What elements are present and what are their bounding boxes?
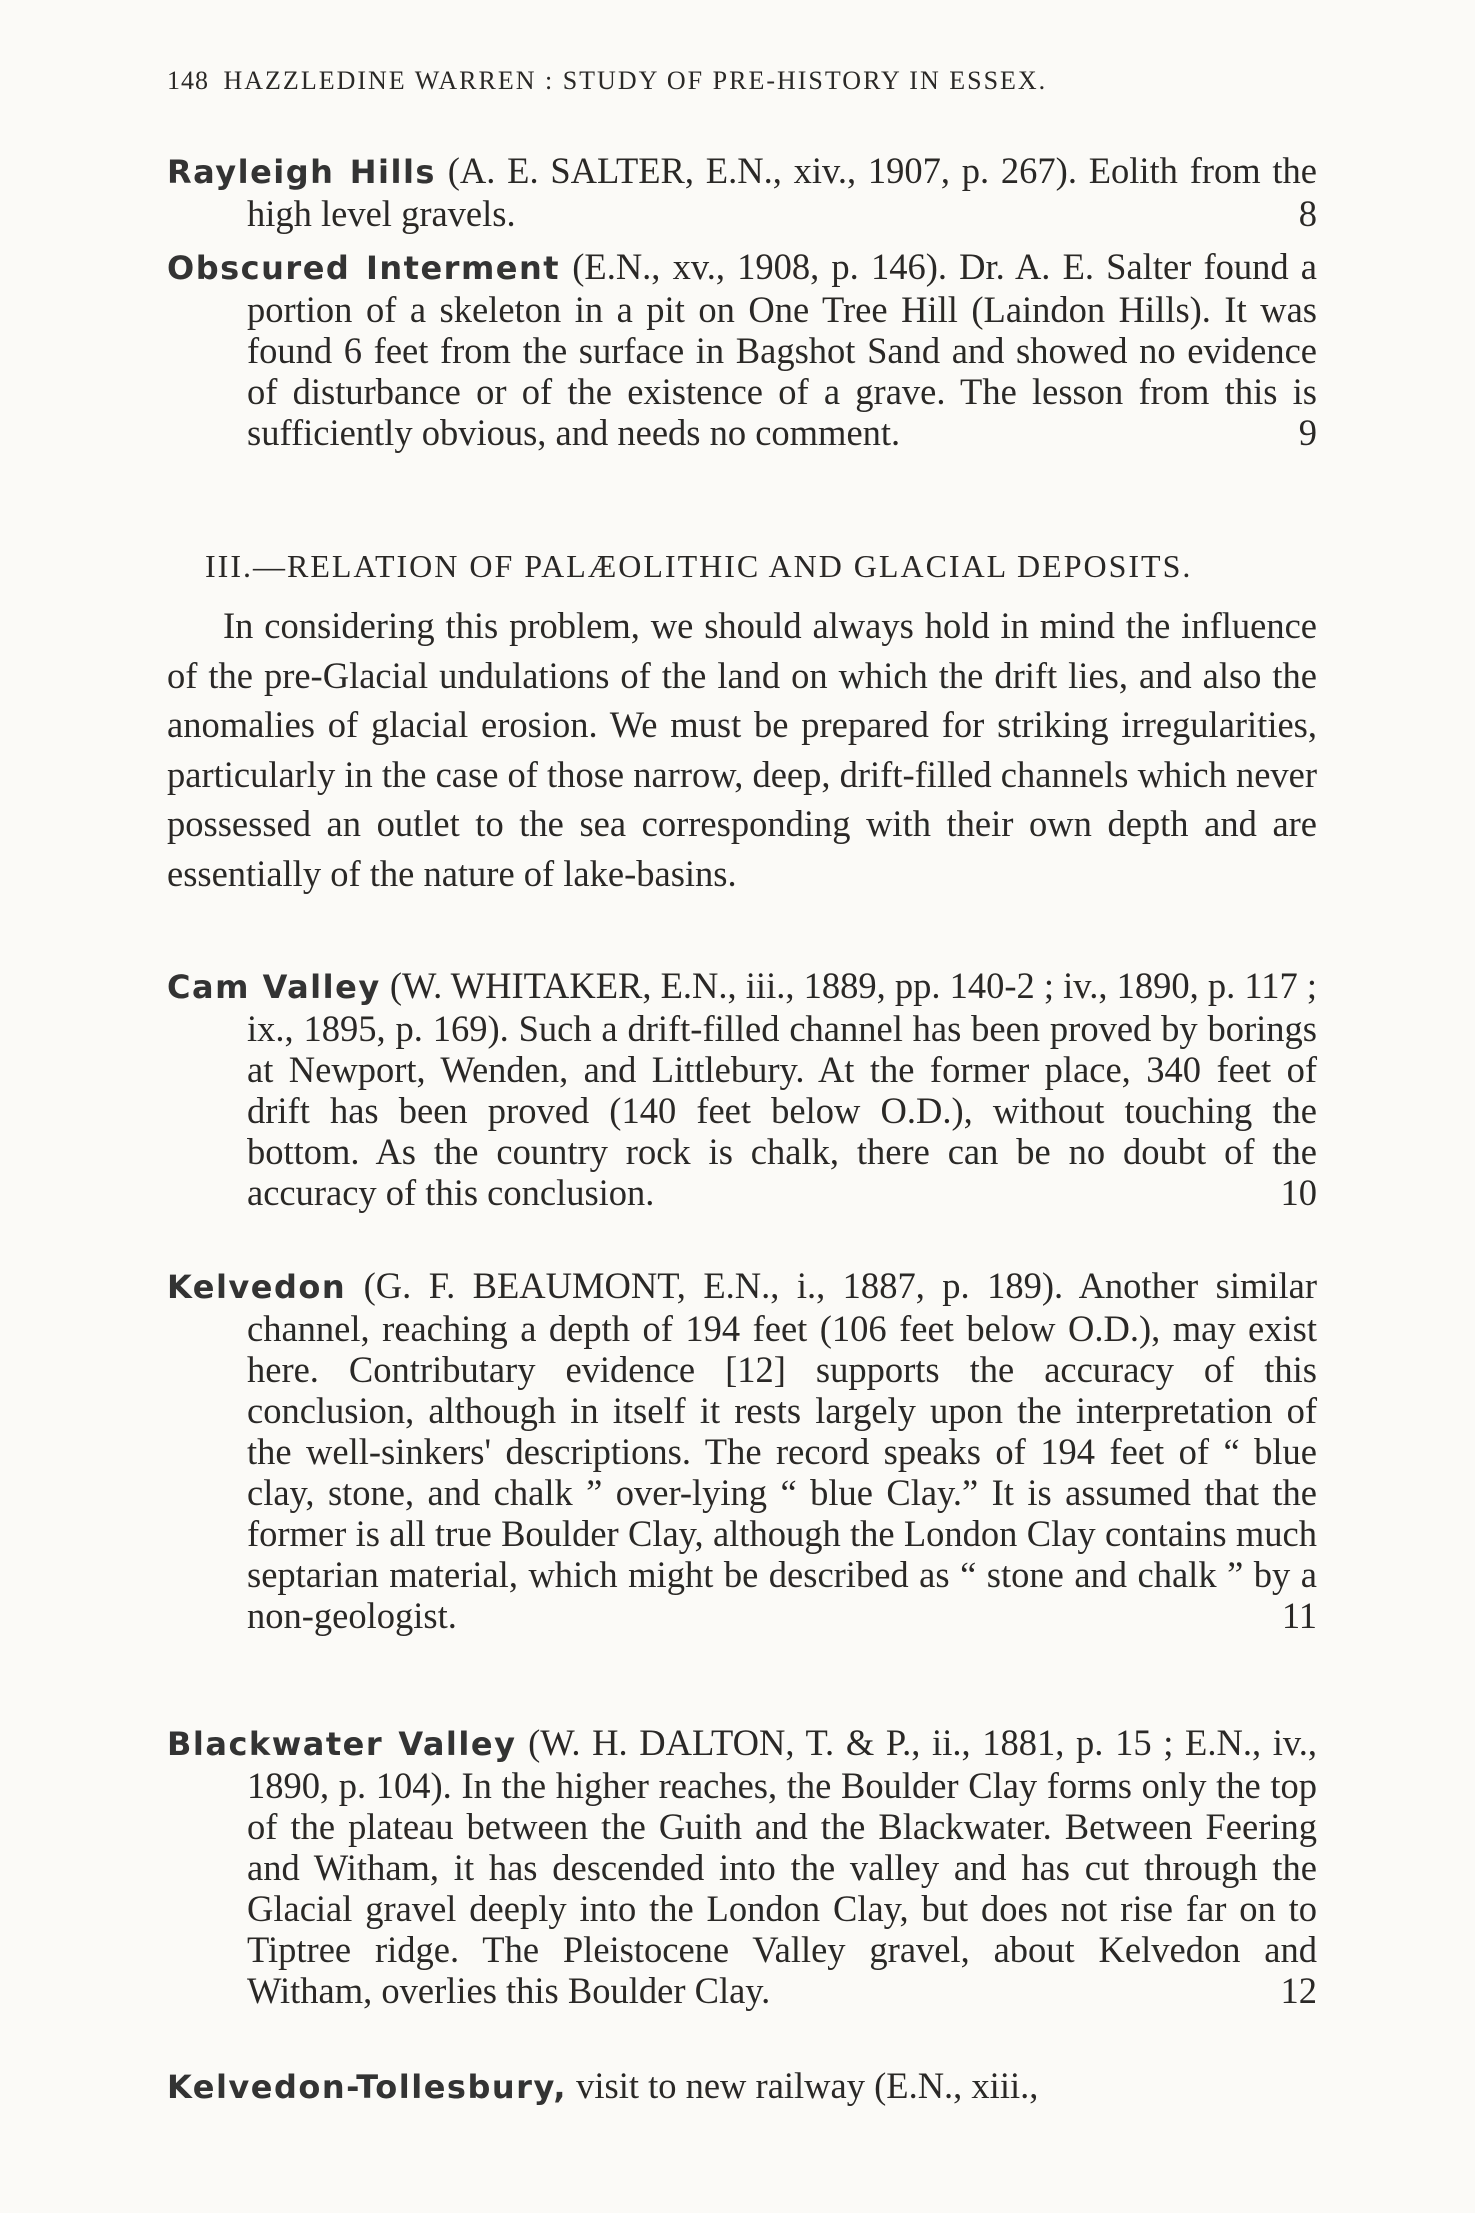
entry-number: 11 [1281,1595,1317,1636]
entry-text: (E.N., xv., 1908, p. 146). Dr. A. E. Salter found a portion of a skeleton in a pit on One Tree Hill (Laindon Hills). It was found 6 feet from the surface in Bagshot Sand and showed no evidence of disturbance or of the existence of a grave. The lesson from this is sufficiently obvious, and needs no comment. [247,246,1318,453]
entry-heading: Rayleigh Hills [167,153,436,191]
running-head [167,66,1317,96]
entry-heading: Kelvedon-Tollesbury, [167,2068,567,2106]
entry-blackwater-valley [167,1722,1317,2011]
entry-obscured-interment [167,246,1317,453]
entry-heading: Blackwater Valley [167,1725,517,1763]
entry-text: (G. F. BEAUMONT, E.N., i., 1887, p. 189). Another similar channel, reaching a depth of 194 feet (106 feet below O.D.), may exist here. Contributary evidence [12] supports the accuracy of this conclusion, although in itself it rests largely upon the interpretation of the well-sinkers' descriptions. The record speaks of 194 feet of “ blue clay, stone, and chalk ” over-lying “ blue Clay.” It is assumed that the former is all true Boulder Clay, although the London Clay contains much septarian material, which might be described as “ stone and chalk ” by a non-geologist. [247,1265,1318,1636]
entry-cam-valley [167,965,1317,1213]
entry-kelvedon [167,1265,1317,1636]
entry-heading: Cam Valley [167,968,381,1006]
entry-number: 10 [1280,1172,1317,1213]
running-title: HAZZLEDINE WARREN : STUDY OF PRE-HISTORY IN ESSEX. [223,66,1048,95]
page-number: 148 [167,66,209,95]
entry-rayleigh-hills [167,150,1317,234]
entry-heading: Kelvedon [167,1268,347,1306]
entry-number: 8 [1298,193,1317,234]
body-paragraph: In considering this problem, we should always hold in mind the influence of the pre-Glacial undulations of the land on which the drift lies, and also the anomalies of glacial erosion. We must be prepared for striking irregularities, particularly in the case of those narrow, deep, drift-filled channels which never possessed an outlet to the sea corresponding with their own depth and are essentially of the nature of lake-basins. [167,605,1317,894]
entry-number: 12 [1280,1970,1317,2011]
entry-text: visit to new railway (E.N., xiii., [576,2065,1039,2106]
entry-number: 9 [1298,412,1317,453]
entry-text: (W. WHITAKER, E.N., iii., 1889, pp. 140-2 ; iv., 1890, p. 117 ; ix., 1895, p. 169). Such a drift-filled channel has been proved by borings at Newport, Wenden, and Littlebury. At the former place, 340 feet of drift has been proved (140 feet below O.D.), without touching the bottom. As the country rock is chalk, there can be no doubt of the accuracy of this conclusion. [247,965,1318,1213]
entry-text: (W. H. DALTON, T. & P., ii., 1881, p. 15 ; E.N., iv., 1890, p. 104). In the higher reaches, the Boulder Clay forms only the top of the plateau between the Guith and the Blackwater. Between Feering and Witham, it has descended into the valley and has cut through the Glacial gravel deeply into the London Clay, but does not rise far on to Tiptree ridge. The Pleistocene Valley gravel, about Kelvedon and Witham, overlies this Boulder Clay. [247,1722,1318,2011]
entry-kelvedon-tollesbury [167,2065,1317,2108]
entry-heading: Obscured Interment [167,249,561,287]
section-heading: III.—RELATION OF PALÆOLITHIC AND GLACIAL DEPOSITS. [205,548,1193,584]
entry-text: (A. E. SALTER, E.N., xiv., 1907, p. 267). Eolith from the high level gravels. [247,150,1318,234]
